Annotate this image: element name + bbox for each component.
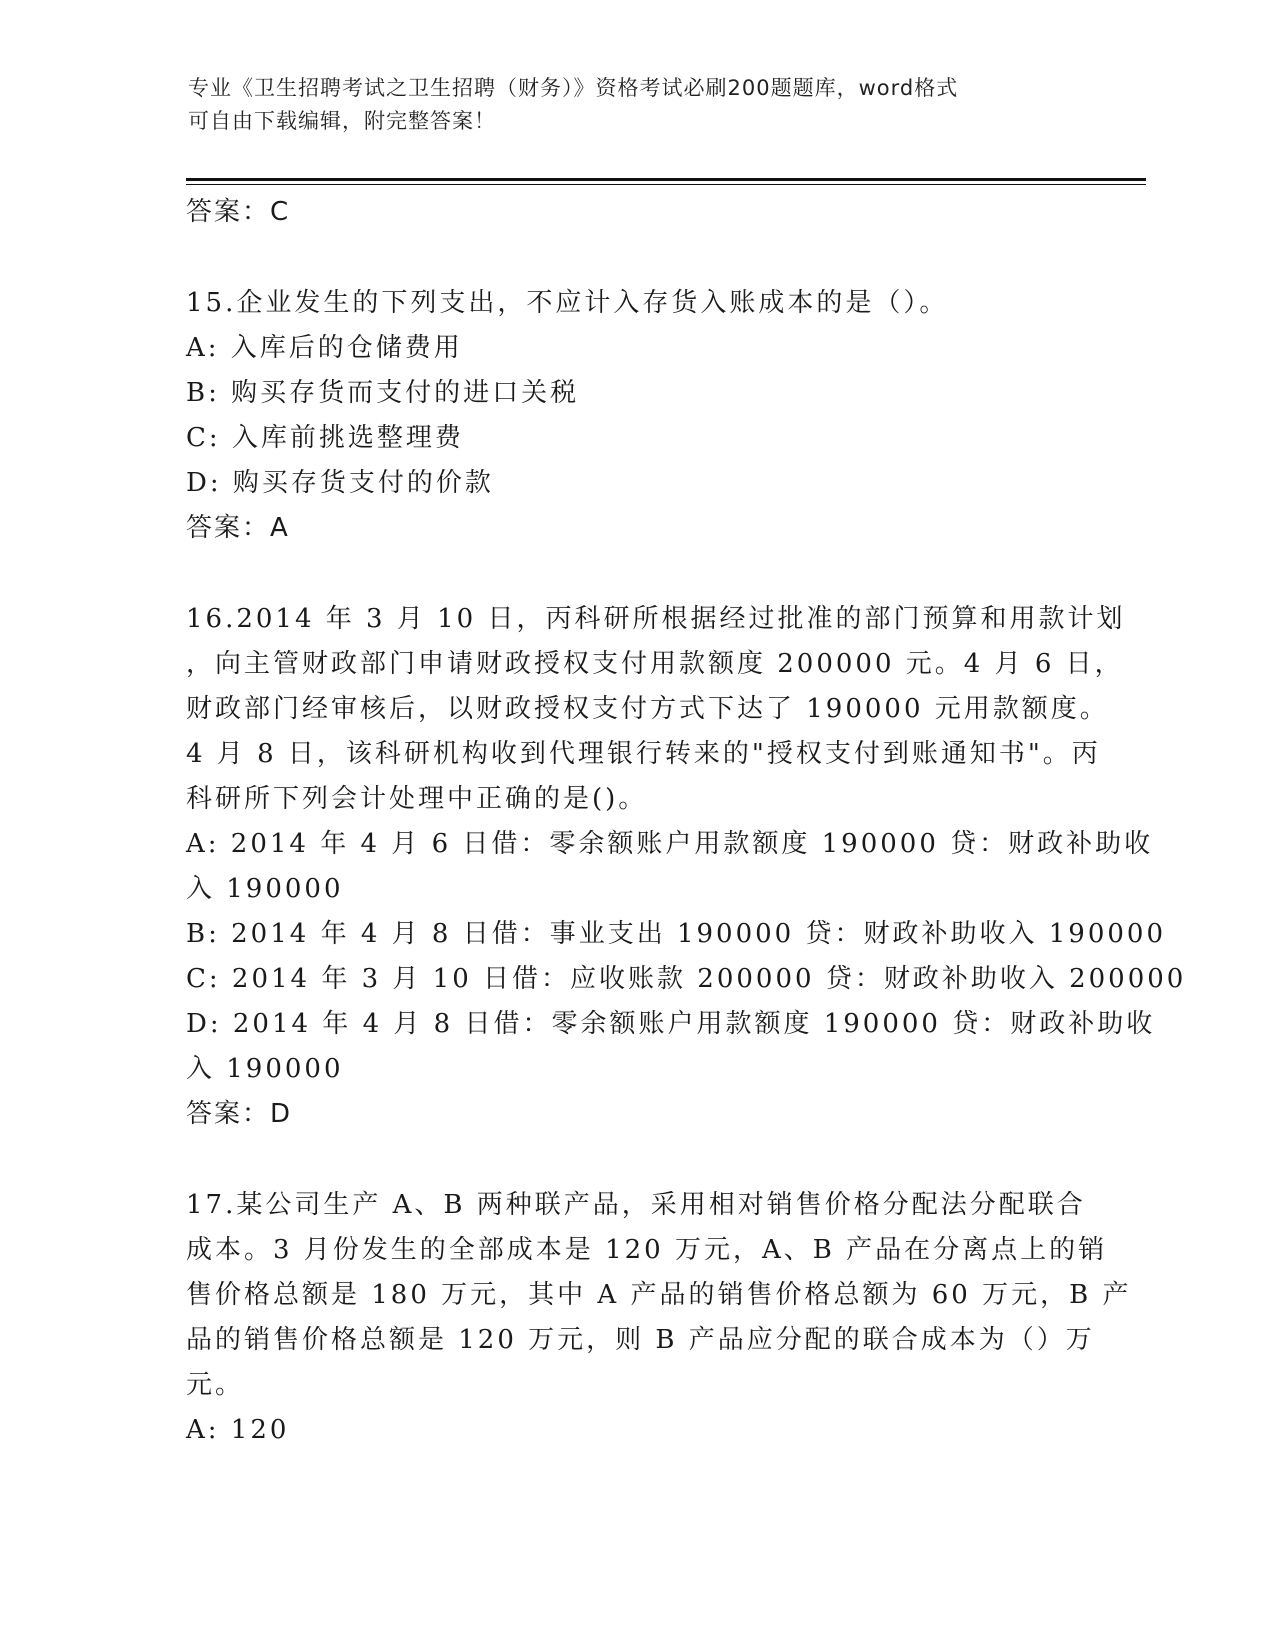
question-stem-line: 17.某公司生产 A、B 两种联产品，采用相对销售价格分配法分配联合 xyxy=(186,1190,1086,1220)
option-d: D: 购买存货支付的价款 xyxy=(186,468,494,498)
question-15 xyxy=(186,281,1086,551)
spacer xyxy=(186,235,1086,281)
option-c: C: 入库前挑选整理费 xyxy=(186,423,464,453)
option-a: A: 120 xyxy=(186,1415,290,1445)
answer-15: 答案：A xyxy=(186,513,290,543)
option-d: D: 2014 年 4 月 8 日借：零余额账户用款额度 190000 贷：财政补助收 xyxy=(186,1009,1156,1039)
document-body xyxy=(186,190,1187,1453)
header-line-2: 可自由下载编辑，附完整答案！ xyxy=(188,109,496,133)
question-stem-line: 财政部门经审核后，以财政授权支付方式下达了 190000 元用款额度。 xyxy=(186,694,1109,724)
question-stem-line: 15.企业发生的下列支出，不应计入存货入账成本的是（）。 xyxy=(186,288,949,318)
option-b: B: 2014 年 4 月 8 日借：事业支出 190000 贷：财政补助收入 190000 xyxy=(186,919,1167,949)
spacer xyxy=(186,551,1086,597)
option-d-continued: 入 190000 xyxy=(186,1054,344,1084)
header-line-1: 专业《卫生招聘考试之卫生招聘（财务）》资格考试必刷200题题库，word格式 xyxy=(188,76,959,100)
header-divider-thick xyxy=(186,178,1146,181)
question-stem-line: 元。 xyxy=(186,1370,245,1400)
question-stem-line: 售价格总额是 180 万元，其中 A 产品的销售价格总额为 60 万元，B 产 xyxy=(186,1280,1132,1310)
question-stem-line: 品的销售价格总额是 120 万元，则 B 产品应分配的联合成本为（）万 xyxy=(186,1325,1095,1355)
question-17 xyxy=(186,1183,1132,1453)
question-stem-line: ，向主管财政部门申请财政授权支付用款额度 200000 元。4 月 6 日， xyxy=(186,649,1124,679)
option-a-continued: 入 190000 xyxy=(186,874,344,904)
answer-16: 答案：D xyxy=(186,1099,293,1129)
option-a: A: 2014 年 4 月 6 日借：零余额账户用款额度 190000 贷：财政补助收 xyxy=(186,829,1154,859)
option-c: C: 2014 年 3 月 10 日借：应收账款 200000 贷：财政补助收入 200000 xyxy=(186,964,1187,994)
document-header xyxy=(188,72,1068,138)
question-stem-line: 科研所下列会计处理中正确的是()。 xyxy=(186,784,648,814)
option-b: B: 购买存货而支付的进口关税 xyxy=(186,378,580,408)
previous-answer: 答案：C xyxy=(186,197,291,227)
question-stem-line: 16.2014 年 3 月 10 日，丙科研所根据经过批准的部门预算和用款计划 xyxy=(186,604,1126,634)
spacer xyxy=(186,1137,1086,1183)
header-divider-thin xyxy=(186,184,1146,185)
question-stem-line: 4 月 8 日，该科研机构收到代理银行转来的"授权支付到账通知书"。丙 xyxy=(186,739,1101,769)
question-16 xyxy=(186,597,1187,1137)
option-a: A: 入库后的仓储费用 xyxy=(186,333,463,363)
question-stem-line: 成本。3 月份发生的全部成本是 120 万元，A、B 产品在分离点上的销 xyxy=(186,1235,1108,1265)
